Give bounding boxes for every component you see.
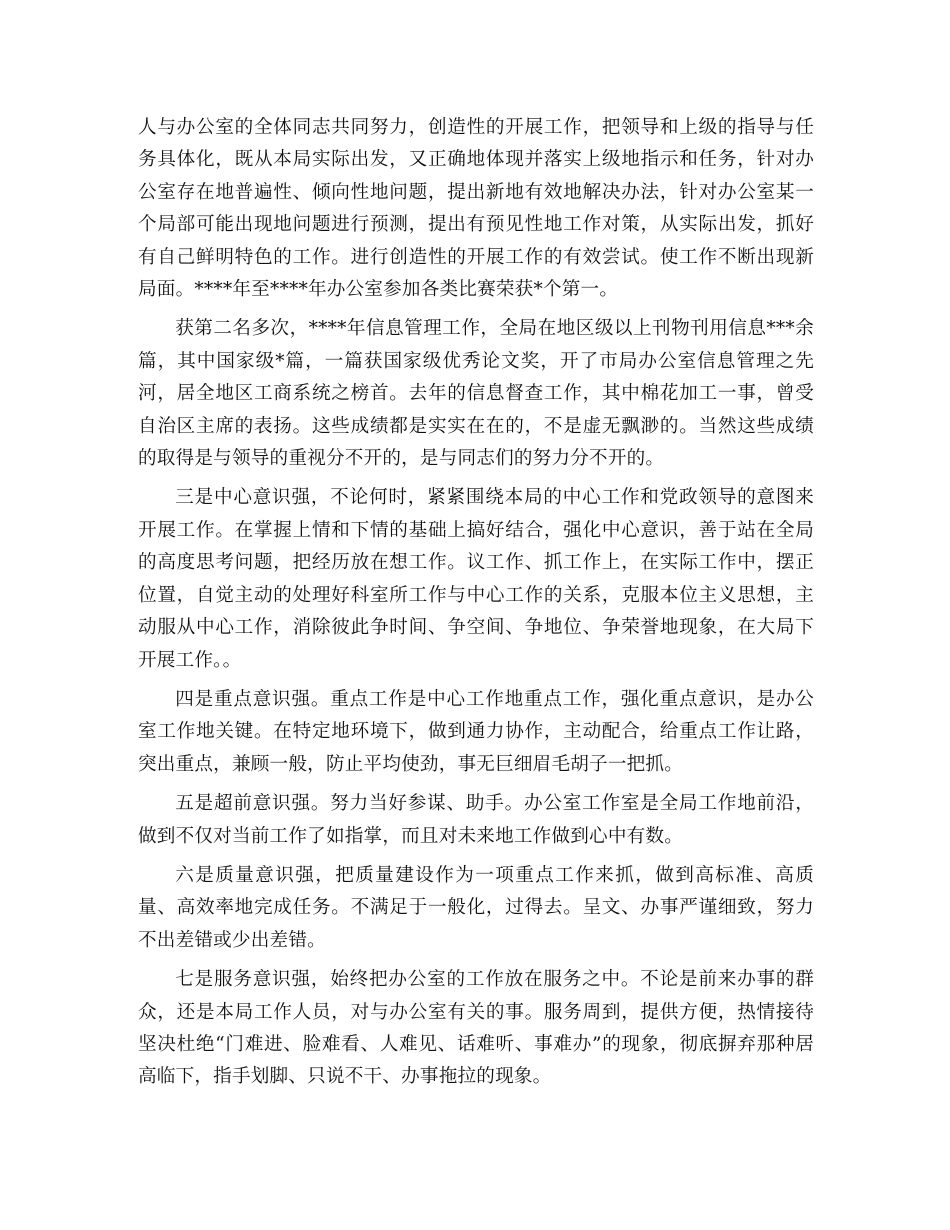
paragraph-service-awareness: 七是服务意识强，始终把办公室的工作放在服务之中。不论是前来办事的群众，还是本局工作人员，对与办公室有关的事。服务周到，提供方便，热情接待坚决杜绝“门难进、脸难看、人难见、话难听、事难办”的现象，彻底摒弃那种居高临下，指手划脚、只说不干、办事拖拉的现象。	[138, 969, 814, 1088]
paragraph-quality-awareness: 六是质量意识强，把质量建设作为一项重点工作来抓，做到高标准、高质量、高效率地完成任务。不满足于一般化，过得去。呈文、办事严谨细致，努力不出差错或少出差错。	[138, 864, 814, 951]
paragraph-forward-awareness: 五是超前意识强。努力当好参谋、助手。办公室工作室是全局工作地前沿，做到不仅对当前工作了如指掌，而且对未来地工作做到心中有数。	[138, 793, 814, 847]
paragraph-key-awareness: 四是重点意识强。重点工作是中心工作地重点工作，强化重点意识，是办公室工作地关键。在特定地环境下，做到通力协作，主动配合，给重点工作让路，突出重点，兼顾一般，防止平均使劲，事无巨细眉毛胡子一把抓。	[138, 688, 814, 775]
document-body	[138, 112, 814, 1101]
paragraph-continued: 人与办公室的全体同志共同努力，创造性的开展工作，把领导和上级的指导与任务具体化，既从本局实际出发，又正确地体现并落实上级地指示和任务，针对办公室存在地普遍性、倾向性地问题，提出新地有效地解决办法，针对办公室某一个局部可能出现地问题进行预测，提出有预见性地工作对策，从实际出发，抓好有自己鲜明特色的工作。进行创造性的开展工作的有效尝试。使工作不断出现新局面。****年至****年办公室参加各类比赛荣获*个第一。	[138, 117, 814, 301]
paragraph-center-awareness: 三是中心意识强，不论何时，紧紧围绕本局的中心工作和党政领导的意图来开展工作。在掌握上情和下情的基础上搞好结合，强化中心意识，善于站在全局的高度思考问题，把经历放在想工作。议工作、抓工作上，在实际工作中，摆正位置，自觉主动的处理好科室所工作与中心工作的关系，克服本位主义思想，主动服从中心工作，消除彼此争时间、争空间、争地位、争荣誉地现象，在大局下开展工作。。	[138, 487, 814, 671]
paragraph-second-place: 获第二名多次，****年信息管理工作，全局在地区级以上刊物刊用信息***余篇，其中国家级*篇，一篇获国家级优秀论文奖，开了市局办公室信息管理之先河，居全地区工商系统之榜首。去年的信息督查工作，其中棉花加工一事，曾受自治区主席的表扬。这些成绩都是实实在在的，不是虚无飘渺的。当然这些成绩的取得是与领导的重视分不开的，是与同志们的努力分不开的。	[138, 318, 814, 470]
